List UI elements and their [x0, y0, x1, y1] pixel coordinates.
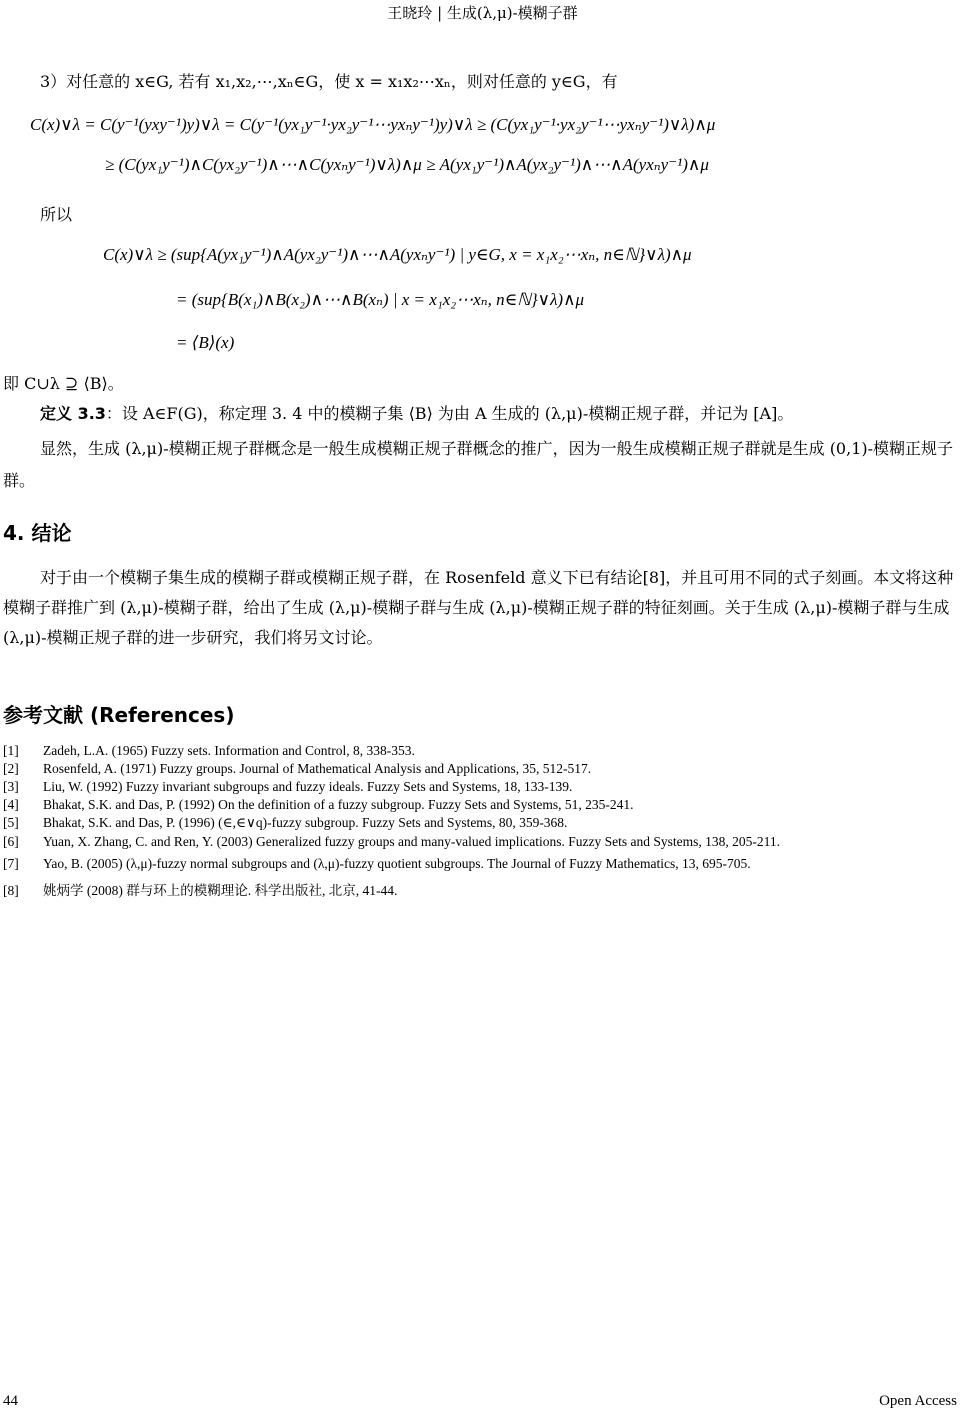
reference-number: [2]: [3, 761, 19, 776]
reference-text: Yuan, X. Zhang, C. and Ren, Y. (2003) Generalized fuzzy groups and many-valued implications. Fuzzy Sets and Systems, 138, 205-211.: [43, 834, 780, 849]
reference-item: [3, 778, 572, 795]
equation-1-line-2: ≥ (C(yx₁y⁻¹)∧C(yx₂y⁻¹)∧⋯∧C(yxₙy⁻¹)∨λ)∧μ ≥ A(yx₁y⁻¹)∧A(yx₂y⁻¹)∧⋯∧A(yxₙy⁻¹)∧μ: [105, 155, 709, 174]
equation-2-line-2: = (sup{B(x₁)∧B(x₂)∧⋯∧B(xₙ) | x = x₁x₂⋯xₙ, n∈ℕ}∨λ)∧μ: [176, 290, 585, 309]
reference-item: [3, 760, 591, 777]
reference-item: [3, 796, 634, 813]
reference-item: [3, 742, 415, 759]
reference-text: Yao, B. (2005) (λ,μ)-fuzzy normal subgroups and (λ,μ)-fuzzy quotient subgroups. The Journal of Fuzzy Mathematics, 13, 695-705.: [43, 856, 751, 871]
reference-number: [6]: [3, 834, 19, 849]
reference-text: 姚炳学 (2008) 群与环上的模糊理论. 科学出版社, 北京, 41-44.: [43, 883, 398, 898]
reference-item: [3, 814, 567, 831]
reference-text: Zadeh, L.A. (1965) Fuzzy sets. Information and Control, 8, 338-353.: [43, 743, 415, 758]
reference-number: [1]: [3, 743, 19, 758]
reference-item: [3, 855, 751, 872]
reference-text: Bhakat, S.K. and Das, P. (1992) On the definition of a fuzzy subgroup. Fuzzy Sets and Systems, 51, 235-241.: [43, 797, 634, 812]
item-3-text: 3）对任意的 x∈G, 若有 x₁,x₂,⋯,xₙ∈G，使 x = x₁x₂⋯xₙ，则对任意的 y∈G，有: [40, 72, 618, 91]
reference-text: Liu, W. (1992) Fuzzy invariant subgroups and fuzzy ideals. Fuzzy Sets and Systems, 18, 133-139.: [43, 779, 573, 794]
equation-1-line-1: C(x)∨λ = C(y⁻¹(yxy⁻¹)y)∨λ = C(y⁻¹(yx₁y⁻¹·yx₂y⁻¹⋯yxₙy⁻¹)y)∨λ ≥ (C(yx₁y⁻¹·yx₂y⁻¹⋯yxₙy⁻¹)∨λ)∧μ: [30, 115, 716, 134]
page-number: 44: [3, 1393, 18, 1409]
equation-2-line-3: = ⟨B⟩(x): [176, 333, 235, 352]
journal-name: Open Access: [879, 1393, 957, 1409]
conclusion-paragraph: 对于由一个模糊子集生成的模糊子群或模糊正规子群，在 Rosenfeld 意义下已有结论[8]，并且可用不同的式子刻画。本文将这种模糊子群推广到 (λ,μ)-模糊子群，给出了生成 (λ,μ)-模糊子群与生成 (λ,μ)-模糊正规子群的特征刻画。关于生成 (λ,μ)-模糊子群与生成 (λ,μ)-模糊正规子群的进一步研究，我们将另文讨论。: [3, 568, 954, 647]
reference-number: [4]: [3, 797, 19, 812]
suoyi-text: 所以: [40, 205, 73, 224]
conclusion-line: 即 C∪λ ⊇ ⟨B⟩。: [3, 374, 124, 393]
definition-text: ：设 A∈F(G)，称定理 3. 4 中的模糊子集 ⟨B⟩ 为由 A 生成的 (λ,μ)-模糊正规子群，并记为 [A]。: [105, 404, 794, 423]
definition-3-3: [40, 402, 960, 426]
remark-paragraph: 显然，生成 (λ,μ)-模糊正规子群概念是一般生成模糊正规子群概念的推广，因为一般生成模糊正规子群就是生成 (0,1)-模糊正规子群。: [3, 439, 954, 490]
reference-text: Bhakat, S.K. and Das, P. (1996) (∈,∈∨q)-fuzzy subgroup. Fuzzy Sets and Systems, 80, 359-368.: [43, 815, 568, 830]
reference-item: [3, 882, 397, 899]
reference-item: [3, 833, 780, 850]
reference-number: [5]: [3, 815, 19, 830]
reference-number: [3]: [3, 779, 19, 794]
definition-label: 定义 3.3: [40, 404, 106, 423]
equation-2-line-1: C(x)∨λ ≥ (sup{A(yx₁y⁻¹)∧A(yx₂y⁻¹)∧⋯∧A(yxₙy⁻¹) | y∈G, x = x₁x₂⋯xₙ, n∈ℕ}∨λ)∧μ: [103, 245, 692, 264]
section-heading-conclusion: 4. 结论: [3, 521, 72, 545]
reference-text: Rosenfeld, A. (1971) Fuzzy groups. Journal of Mathematical Analysis and Applications, 35, 512-517.: [43, 761, 592, 776]
references-heading: 参考文献 (References): [3, 703, 235, 727]
reference-number: [8]: [3, 883, 19, 898]
running-head: 王晓玲 | 生成(λ,μ)-模糊子群: [387, 4, 578, 22]
reference-number: [7]: [3, 856, 19, 871]
